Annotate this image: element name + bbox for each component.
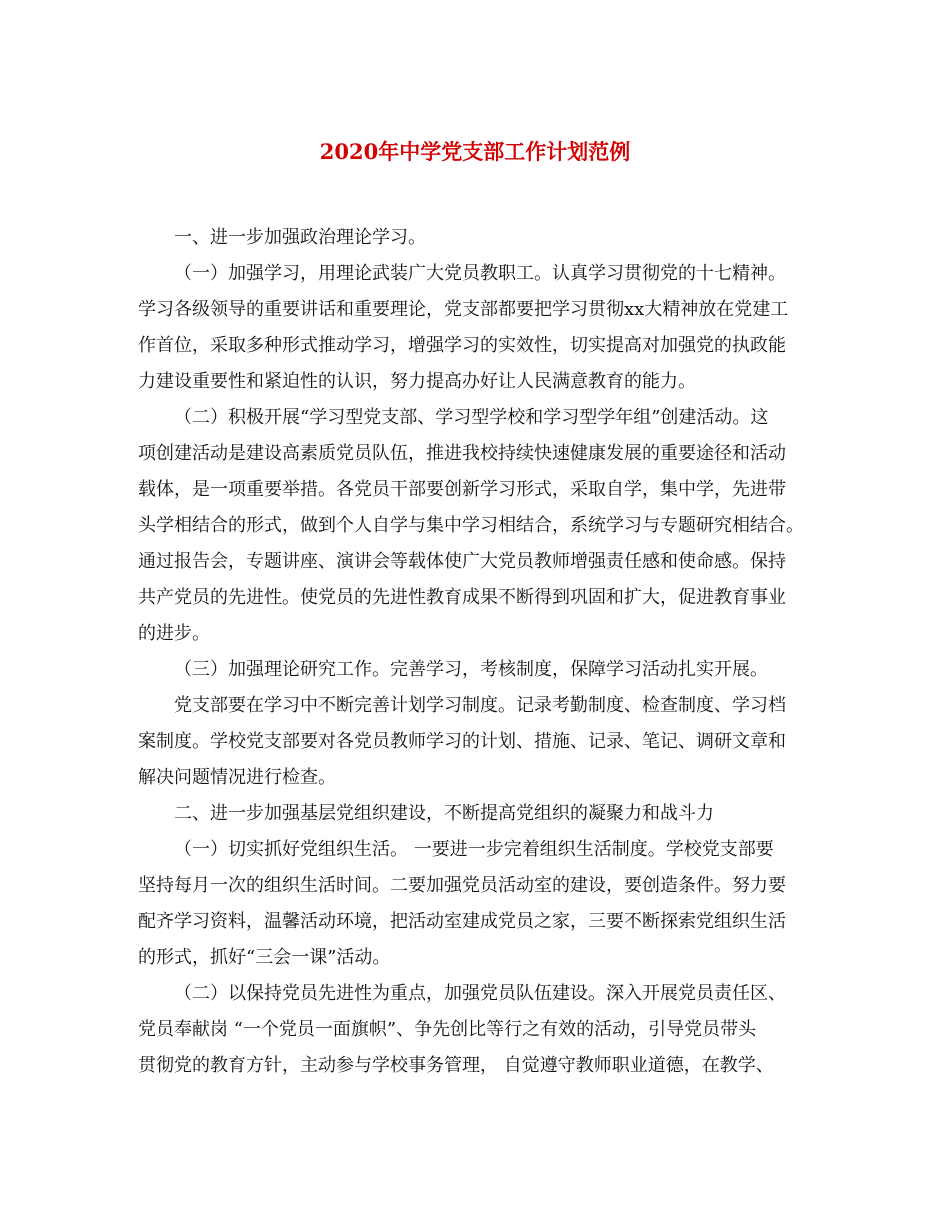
text-line: （二）以保持党员先进性为重点，加强党员队伍建设。深入开展党员责任区、 (174, 983, 786, 1004)
text-line: 头学相结合的形式，做到个人自学与集中学习相结合，系统学习与专题研究相结合。 (138, 515, 804, 536)
text-line: 坚持每月一次的组织生活时间。二要加强党员活动室的建设，要创造条件。努力要 (138, 875, 786, 896)
text-line: 载体，是一项重要举措。各党员干部要创新学习形式，采取自学，集中学，先进带 (138, 479, 786, 500)
text-line: （二）积极开展“学习型党支部、学习型学校和学习型学年组”创建活动。这 (174, 407, 769, 428)
text-line: 解决问题情况进行检查。 (138, 767, 336, 788)
text-line: 的进步。 (138, 623, 210, 644)
text-line: （三）加强理论研究工作。完善学习，考核制度，保障学习活动扎实开展。 (174, 659, 768, 680)
text-line: 力建设重要性和紧迫性的认识，努力提高办好让人民满意教育的能力。 (138, 371, 696, 392)
text-line: 的形式，抓好“三会一课”活动。 (138, 947, 391, 968)
text-line: 学习各级领导的重要讲话和重要理论，党支部都要把学习贯彻xx大精神放在党建工 (138, 299, 789, 320)
text-line: （一）加强学习，用理论武装广大党员教职工。认真学习贯彻党的十七精神。 (174, 263, 786, 284)
text-line: 一、进一步加强政治理论学习。 (174, 227, 426, 248)
text-line: 作首位，采取多种形式推动学习，增强学习的实效性，切实提高对加强党的执政能 (138, 335, 786, 356)
text-line: 贯彻党的教育方针，主动参与学校事务管理， 自觉遵守教师职业道德，在教学、 (138, 1055, 774, 1076)
text-line: 通过报告会，专题讲座、演讲会等载体使广大党员教师增强责任感和使命感。保持 (138, 551, 786, 572)
document-title: 2020年中学党支部工作计划范例 (319, 139, 631, 164)
text-line: 配齐学习资料，温馨活动环境，把活动室建成党员之家，三要不断探索党组织生活 (138, 911, 786, 932)
text-line: 党支部要在学习中不断完善计划学习制度。记录考勤制度、检查制度、学习档 (174, 695, 786, 716)
text-line: 二、进一步加强基层党组织建设，不断提高党组织的凝聚力和战斗力 (174, 803, 714, 824)
text-line: 项创建活动是建设高素质党员队伍，推进我校持续快速健康发展的重要途径和活动 (138, 443, 786, 464)
text-line: 党员奉献岗 “一个党员一面旗帜”、争先创比等行之有效的活动，引导党员带头 (138, 1019, 757, 1040)
text-line: （一）切实抓好党组织生活。 一要进一步完着组织生活制度。学校党支部要 (174, 839, 774, 860)
text-line: 共产党员的先进性。使党员的先进性教育成果不断得到巩固和扩大，促进教育事业 (138, 587, 786, 608)
text-line: 案制度。学校党支部要对各党员教师学习的计划、措施、记录、笔记、调研文章和 (138, 731, 786, 752)
